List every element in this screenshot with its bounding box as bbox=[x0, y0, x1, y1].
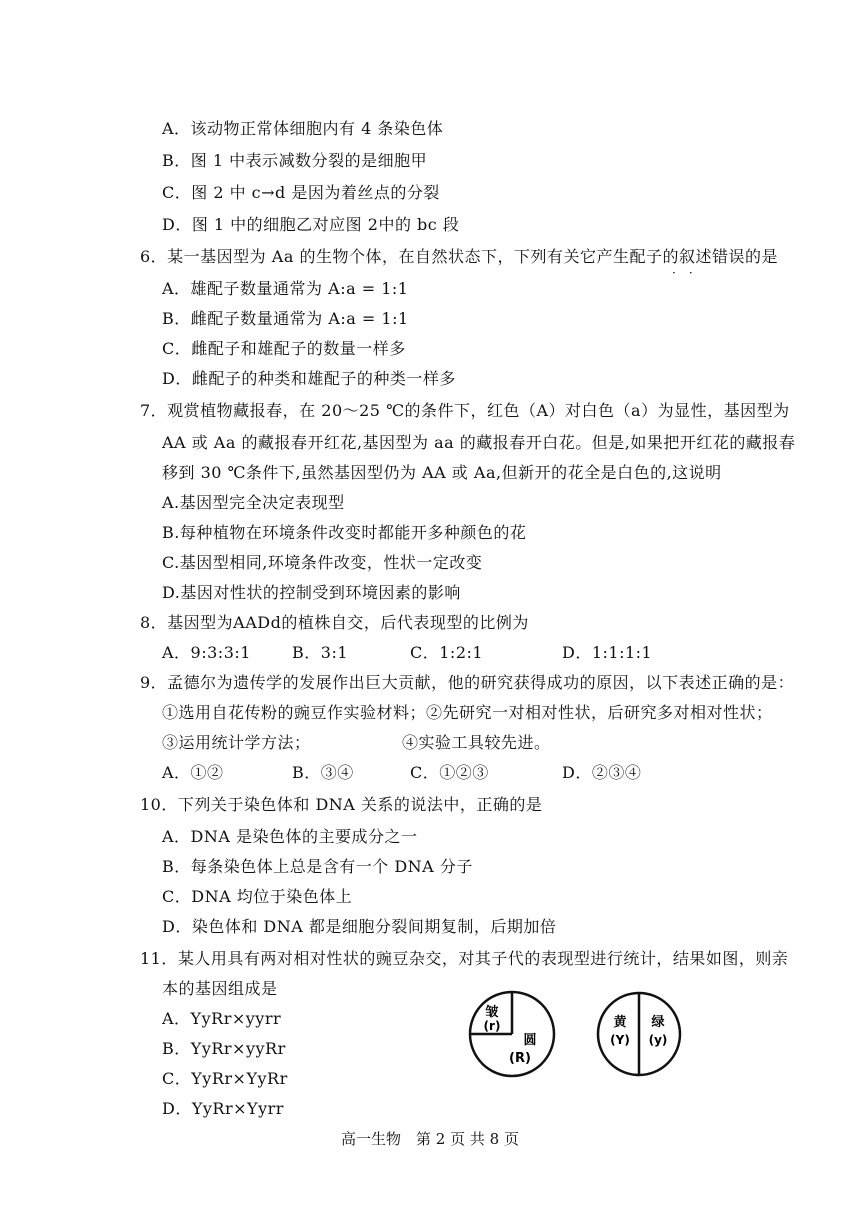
q7-option-b: B.每种植物在环境条件改变时都能开多种颜色的花 bbox=[162, 523, 527, 542]
q9-option-a: A．①② bbox=[162, 763, 224, 782]
pie2-slice-label-yellow: 黄 bbox=[613, 1015, 627, 1030]
q8-option-a: A．9:3:3:1 bbox=[162, 643, 251, 662]
pie2-slice-label-green: 绿 bbox=[651, 1015, 665, 1030]
q10-option-a: A．DNA 是染色体的主要成分之一 bbox=[162, 827, 418, 846]
q10-option-c: C．DNA 均位于染色体上 bbox=[162, 887, 353, 906]
q9-option-d: D．②③④ bbox=[562, 763, 642, 782]
q11-option-a: A．YyRr×yyrr bbox=[162, 1009, 282, 1028]
q10-option-b: B．每条染色体上总是含有一个 DNA 分子 bbox=[162, 857, 473, 876]
q7-stem-line3: 移到 30 ℃条件下,虽然基因型仍为 AA 或 Aa,但新开的花全是白色的,这说明 bbox=[162, 463, 722, 482]
q7-stem-line1: 7．观赏植物藏报春，在 20～25 ℃的条件下，红色（A）对白色（a）为显性，基因型为 bbox=[140, 401, 790, 420]
q9-option-b: B．③④ bbox=[292, 763, 354, 782]
q8-option-b: B．3:1 bbox=[292, 643, 349, 662]
q5-option-a: A．该动物正常体细胞内有 4 条染色体 bbox=[162, 119, 444, 138]
q6-option-d: D．雌配子的种类和雄配子的种类一样多 bbox=[162, 369, 456, 388]
q7-stem-line2: AA 或 Aa 的藏报春开红花,基因型为 aa 的藏报春开白花。但是,如果把开红花的藏报春 bbox=[162, 433, 796, 452]
pie1-slice-label-wrinkled: 皱 bbox=[485, 1005, 499, 1020]
q8-option-c: C．1:2:1 bbox=[410, 643, 484, 662]
page-footer: 高一生物 第 2 页 共 8 页 bbox=[341, 1130, 519, 1148]
q8-option-d: D．1:1:1:1 bbox=[562, 643, 653, 662]
q11-stem-line2: 本的基因组成是 bbox=[162, 979, 278, 998]
q10-stem: 10．下列关于染色体和 DNA 关系的说法中，正确的是 bbox=[140, 795, 543, 814]
q11-stem-line1: 11．某人用具有两对相对性状的豌豆杂交，对其子代的表现型进行统计，结果如图，则亲 bbox=[140, 949, 789, 968]
emphasis-dots: · · bbox=[672, 266, 694, 280]
q9-item-4: ④实验工具较先进。 bbox=[402, 733, 551, 752]
q6-option-b: B．雌配子数量通常为 A:a = 1:1 bbox=[162, 309, 409, 328]
pie2-slice-gene-green: (y) bbox=[648, 1033, 668, 1047]
pie1-slice-gene-wrinkled: (r) bbox=[483, 1019, 501, 1033]
q5-option-c: C．图 2 中 c→d 是因为着丝点的分裂 bbox=[162, 183, 440, 202]
q8-stem: 8．基因型为AADd的植株自交，后代表现型的比例为 bbox=[140, 613, 529, 632]
pie2-slice-gene-yellow: (Y) bbox=[610, 1033, 630, 1047]
q7-option-c: C.基因型相同,环境条件改变，性状一定改变 bbox=[162, 553, 483, 572]
q11-option-c: C．YyRr×YyRr bbox=[162, 1069, 288, 1088]
q9-item-3: ③运用统计学方法； bbox=[162, 733, 311, 752]
pie-chart-seed-color bbox=[594, 988, 684, 1080]
pie-chart-seed-shape bbox=[466, 988, 558, 1080]
q11-option-d: D．YyRr×Yyrr bbox=[162, 1099, 284, 1118]
q6-option-c: C．雌配子和雄配子的数量一样多 bbox=[162, 339, 406, 358]
pie1-slice-label-round: 圆 bbox=[523, 1033, 537, 1048]
q6-option-a: A．雄配子数量通常为 A:a = 1:1 bbox=[162, 279, 409, 298]
q7-option-d: D.基因对性状的控制受到环境因素的影响 bbox=[162, 583, 461, 602]
pie1-slice-gene-round: (R) bbox=[509, 1051, 531, 1066]
q5-option-b: B．图 1 中表示减数分裂的是细胞甲 bbox=[162, 151, 428, 170]
q9-items-1-2: ①选用自花传粉的豌豆作实验材料；②先研究一对相对性状，后研究多对相对性状； bbox=[162, 703, 773, 722]
q11-option-b: B．YyRr×yyRr bbox=[162, 1039, 286, 1058]
q6-stem: 6．某一基因型为 Aa 的生物个体，在自然状态下，下列有关它产生配子的叙述错误的是 bbox=[140, 247, 778, 266]
q10-option-d: D．染色体和 DNA 都是细胞分裂间期复制，后期加倍 bbox=[162, 917, 557, 936]
q9-option-c: C．①②③ bbox=[410, 763, 489, 782]
q5-option-d: D．图 1 中的细胞乙对应图 2中的 bc 段 bbox=[162, 215, 460, 234]
q9-stem: 9．孟德尔为遗传学的发展作出巨大贡献，他的研究获得成功的原因，以下表述正确的是： bbox=[140, 673, 795, 692]
q7-option-a: A.基因型完全决定表现型 bbox=[162, 493, 345, 512]
